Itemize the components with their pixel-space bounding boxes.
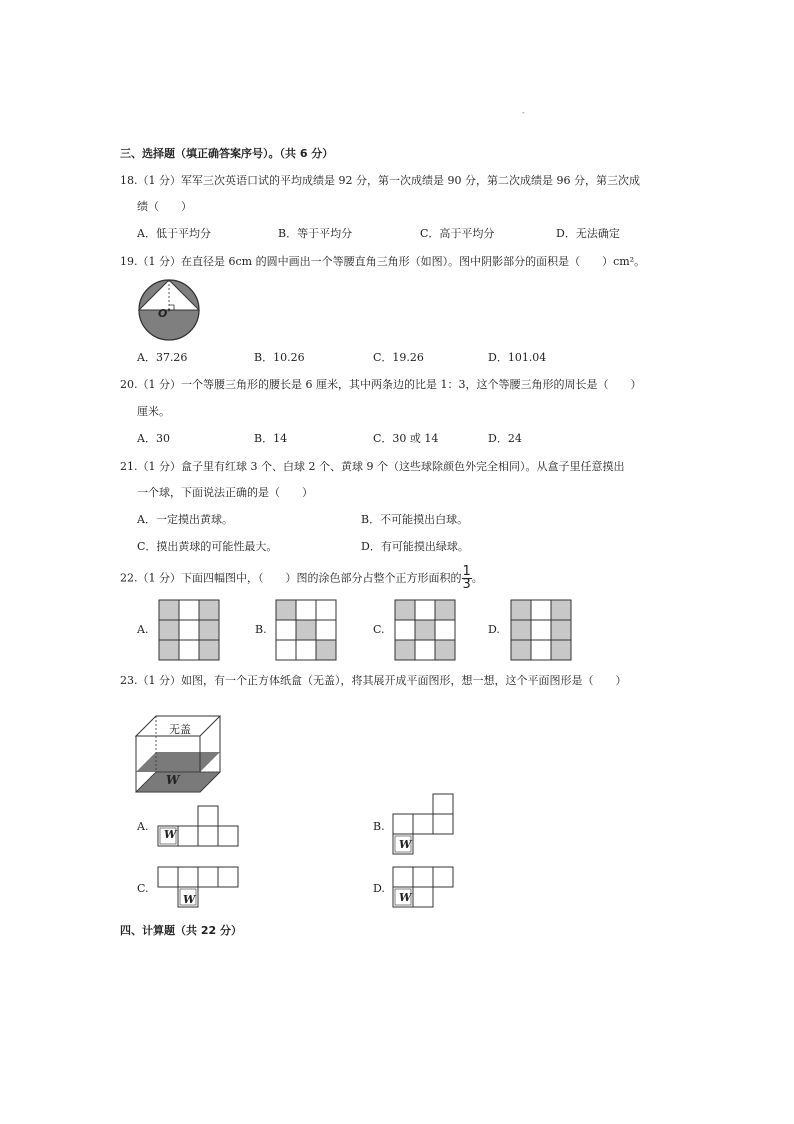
grid-cell bbox=[435, 620, 455, 640]
grid-cell bbox=[395, 620, 415, 640]
q21-text-line1: 21.（1 分）盒子里有红球 3 个、白球 2 个、黄球 9 个（这些球除颜色外完全相同）。从盒子里任意摸出 bbox=[120, 460, 625, 473]
q23-box-label-no-lid: 无盖 bbox=[169, 723, 191, 736]
q23-option-c[interactable]: C. bbox=[137, 882, 149, 895]
grid-cell bbox=[435, 640, 455, 660]
q22-option-b[interactable]: B. bbox=[255, 623, 267, 636]
q23-net-c bbox=[158, 867, 240, 909]
q18-option-a[interactable]: A．低于平均分 bbox=[137, 227, 211, 240]
q19-option-c[interactable]: C．19.26 bbox=[373, 351, 424, 364]
q21-option-d[interactable]: D．有可能摸出绿球。 bbox=[361, 540, 469, 553]
fraction-one-third bbox=[462, 566, 472, 591]
q22-text bbox=[120, 566, 483, 591]
grid-cell bbox=[415, 640, 435, 660]
section-4-title: 四、计算题（共 22 分） bbox=[120, 924, 242, 937]
grid-cell bbox=[511, 600, 531, 620]
q18-option-b[interactable]: B．等于平均分 bbox=[278, 227, 353, 240]
grid-cell bbox=[435, 600, 455, 620]
q22-grid-b bbox=[275, 599, 337, 661]
q22-option-a[interactable]: A. bbox=[137, 623, 149, 636]
q20-option-a[interactable]: A．30 bbox=[137, 432, 170, 445]
q23-net-d-label: W bbox=[399, 891, 412, 904]
grid-cell bbox=[199, 600, 219, 620]
grid-cell bbox=[296, 620, 316, 640]
q21-option-b[interactable]: B．不可能摸出白球。 bbox=[361, 513, 469, 526]
grid-cell bbox=[276, 600, 296, 620]
grid-cell bbox=[511, 620, 531, 640]
grid-cell bbox=[415, 620, 435, 640]
q23-net-a-label: W bbox=[164, 828, 177, 841]
grid-cell bbox=[395, 600, 415, 620]
q20-option-c[interactable]: C．30 或 14 bbox=[373, 432, 439, 445]
grid-cell bbox=[296, 640, 316, 660]
q23-text: 23.（1 分）如图，有一个正方体纸盒（无盖），将其展开成平面图形，想一想，这个平面图形是（ ） bbox=[120, 674, 627, 687]
q21-option-c[interactable]: C．摸出黄球的可能性最大。 bbox=[137, 540, 278, 553]
q22-option-c[interactable]: C. bbox=[373, 623, 385, 636]
q22-option-d[interactable]: D. bbox=[488, 623, 500, 636]
grid-cell bbox=[296, 600, 316, 620]
q19-circle-figure bbox=[137, 278, 201, 342]
q23-option-d[interactable]: D. bbox=[373, 882, 385, 895]
q23-net-b-label: W bbox=[399, 838, 412, 851]
q23-net-a bbox=[158, 806, 240, 848]
grid-cell bbox=[511, 640, 531, 660]
fraction-denominator: 3 bbox=[462, 577, 471, 592]
q23-box-bottom-label: W bbox=[166, 773, 180, 787]
grid-cell bbox=[316, 640, 336, 660]
q18-text-line2: 绩（ ） bbox=[137, 200, 192, 213]
q21-text-line2: 一个球，下面说法正确的是（ ） bbox=[137, 486, 313, 499]
grid-cell bbox=[316, 620, 336, 640]
grid-cell bbox=[159, 620, 179, 640]
q20-text-line1: 20.（1 分）一个等腰三角形的腰长是 6 厘米，其中两条边的比是 1：3，这个等腰三角形的周长是（ ） bbox=[120, 378, 642, 391]
grid-cell bbox=[551, 600, 571, 620]
grid-cell bbox=[159, 640, 179, 660]
grid-cell bbox=[179, 620, 199, 640]
grid-cell bbox=[531, 640, 551, 660]
grid-cell bbox=[316, 600, 336, 620]
grid-cell bbox=[179, 640, 199, 660]
q22-text-main: 22.（1 分）下面四幅图中，（ ）图的涂色部分占整个正方形面积的 bbox=[120, 571, 462, 585]
grid-cell bbox=[551, 640, 571, 660]
q22-grid-d bbox=[510, 599, 572, 661]
q22-grid-a bbox=[158, 599, 220, 661]
grid-cell bbox=[415, 600, 435, 620]
q20-option-b[interactable]: B．14 bbox=[254, 432, 288, 445]
grid-cell bbox=[531, 620, 551, 640]
q23-net-c-label: W bbox=[183, 893, 196, 906]
q23-option-b[interactable]: B. bbox=[373, 820, 385, 833]
q20-option-d[interactable]: D．24 bbox=[488, 432, 522, 445]
grid-cell bbox=[395, 640, 415, 660]
q19-option-a[interactable]: A．37.26 bbox=[137, 351, 188, 364]
q19-text: 19.（1 分）在直径是 6cm 的圆中画出一个等腰直角三角形（如图）。图中阴影部分的面积是（ ）cm²。 bbox=[120, 255, 646, 268]
fraction-numerator: 1 bbox=[462, 564, 471, 579]
q19-option-b[interactable]: B．10.26 bbox=[254, 351, 305, 364]
grid-cell bbox=[159, 600, 179, 620]
q20-text-line2: 厘米。 bbox=[137, 405, 170, 418]
grid-cell bbox=[276, 620, 296, 640]
section-3-title: 三、选择题（填正确答案序号）。（共 6 分） bbox=[120, 147, 334, 160]
q23-option-a[interactable]: A. bbox=[137, 820, 149, 833]
grid-cell bbox=[179, 600, 199, 620]
grid-cell bbox=[531, 600, 551, 620]
q19-figure-label-o: O bbox=[158, 307, 168, 320]
q22-text-end: 。 bbox=[471, 571, 483, 585]
grid-cell bbox=[199, 620, 219, 640]
q18-option-c[interactable]: C．高于平均分 bbox=[420, 227, 495, 240]
q21-option-a[interactable]: A．一定摸出黄球。 bbox=[137, 513, 233, 526]
q22-grid-c bbox=[394, 599, 456, 661]
grid-cell bbox=[276, 640, 296, 660]
q18-text-line1: 18.（1 分）军军三次英语口试的平均成绩是 92 分，第一次成绩是 90 分，第二次成绩是 96 分，第三次成 bbox=[120, 174, 640, 187]
q18-option-d[interactable]: D．无法确定 bbox=[556, 227, 620, 240]
q19-option-d[interactable]: D．101.04 bbox=[488, 351, 547, 364]
grid-cell bbox=[199, 640, 219, 660]
grid-cell bbox=[551, 620, 571, 640]
header-mark: - bbox=[522, 108, 525, 117]
